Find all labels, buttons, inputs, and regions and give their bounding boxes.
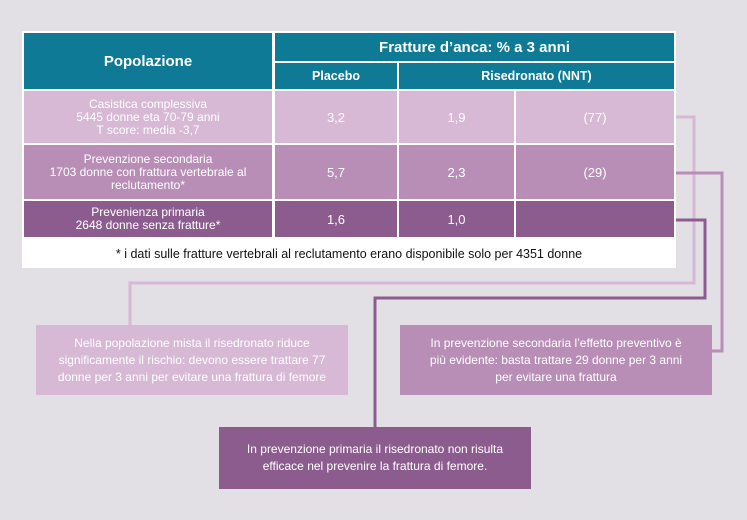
header-population-label: Popolazione bbox=[103, 52, 193, 70]
row-secondary-nnt-value: (29) bbox=[583, 164, 607, 180]
row-overall-line-1: Casistica complessiva bbox=[88, 96, 208, 111]
callout-secondary-line-2: più evidente: basta trattare 29 donne per 3 anni bbox=[429, 352, 683, 367]
row-overall-line-3: T score: media -3,7 bbox=[96, 122, 200, 137]
row-secondary-nnt bbox=[516, 145, 674, 199]
header-risedronato bbox=[399, 63, 674, 89]
row-secondary-line-1: Prevenzione secondaria bbox=[83, 151, 213, 166]
table-footnote bbox=[22, 239, 676, 268]
row-secondary-label bbox=[24, 145, 272, 199]
row-overall-risedronato-value: 1,9 bbox=[447, 109, 466, 125]
row-overall-nnt bbox=[516, 91, 674, 143]
row-overall-risedronato bbox=[399, 91, 514, 143]
row-secondary-risedronato bbox=[399, 145, 514, 199]
callout-mixed-line-1: Nella popolazione mista il risedronato riduce bbox=[74, 335, 310, 350]
row-primary-label bbox=[24, 201, 272, 237]
row-primary-placebo bbox=[275, 201, 397, 237]
callout-mixed-line-3: donne per 3 anni per evitare una frattura di femore bbox=[57, 369, 327, 384]
header-placebo bbox=[275, 63, 397, 89]
callout-secondary-line-3: per evitare una frattura bbox=[495, 369, 617, 384]
row-primary-line-2: 2648 donne senza fratture* bbox=[75, 218, 221, 232]
callout-primary-line-2: efficace nel prevenire la frattura di femore. bbox=[262, 459, 488, 473]
callout-secondary-line-1: In prevenzione secondaria l’effetto preventivo è bbox=[430, 335, 682, 350]
row-primary-nnt bbox=[516, 201, 674, 237]
callout-mixed-population bbox=[36, 325, 348, 395]
row-secondary-line-2: 1703 donne con frattura vertebrale al bbox=[49, 164, 247, 179]
header-group-title bbox=[275, 33, 674, 61]
row-secondary-placebo-value: 5,7 bbox=[326, 164, 346, 180]
row-overall-placebo bbox=[275, 91, 397, 143]
row-overall-placebo-value: 3,2 bbox=[326, 109, 346, 125]
callout-primary-line-1: In prevenzione primaria il risedronato non risulta bbox=[246, 442, 504, 456]
row-overall-line-2: 5445 donne eta 70-79 anni bbox=[76, 109, 220, 124]
header-placebo-label: Placebo bbox=[312, 69, 360, 83]
row-primary-placebo-value: 1,6 bbox=[326, 211, 346, 227]
row-secondary-line-3: reclutamento* bbox=[110, 177, 186, 192]
row-overall-nnt-value: (77) bbox=[583, 109, 607, 125]
row-overall-label bbox=[24, 91, 272, 143]
hip-fracture-table bbox=[22, 31, 676, 268]
row-primary-risedronato-value: 1,0 bbox=[447, 211, 466, 227]
row-primary-risedronato bbox=[399, 201, 514, 237]
row-secondary-placebo bbox=[275, 145, 397, 199]
callout-primary-prevention bbox=[219, 427, 531, 489]
header-group-title-label: Fratture d’anca: % a 3 anni bbox=[379, 38, 570, 56]
row-primary-line-1: Prevenienza primaria bbox=[91, 205, 205, 219]
row-secondary-risedronato-value: 2,3 bbox=[447, 164, 466, 180]
callout-secondary-prevention bbox=[400, 325, 712, 395]
callout-mixed-line-2: significamente il rischio: devono essere trattare 77 bbox=[58, 352, 326, 367]
table-footnote-text: * i dati sulle fratture vertebrali al reclutamento erano disponibile solo per 4351 donne bbox=[115, 246, 583, 261]
header-risedronato-label: Risedronato (NNT) bbox=[481, 69, 592, 83]
header-population bbox=[24, 33, 272, 89]
